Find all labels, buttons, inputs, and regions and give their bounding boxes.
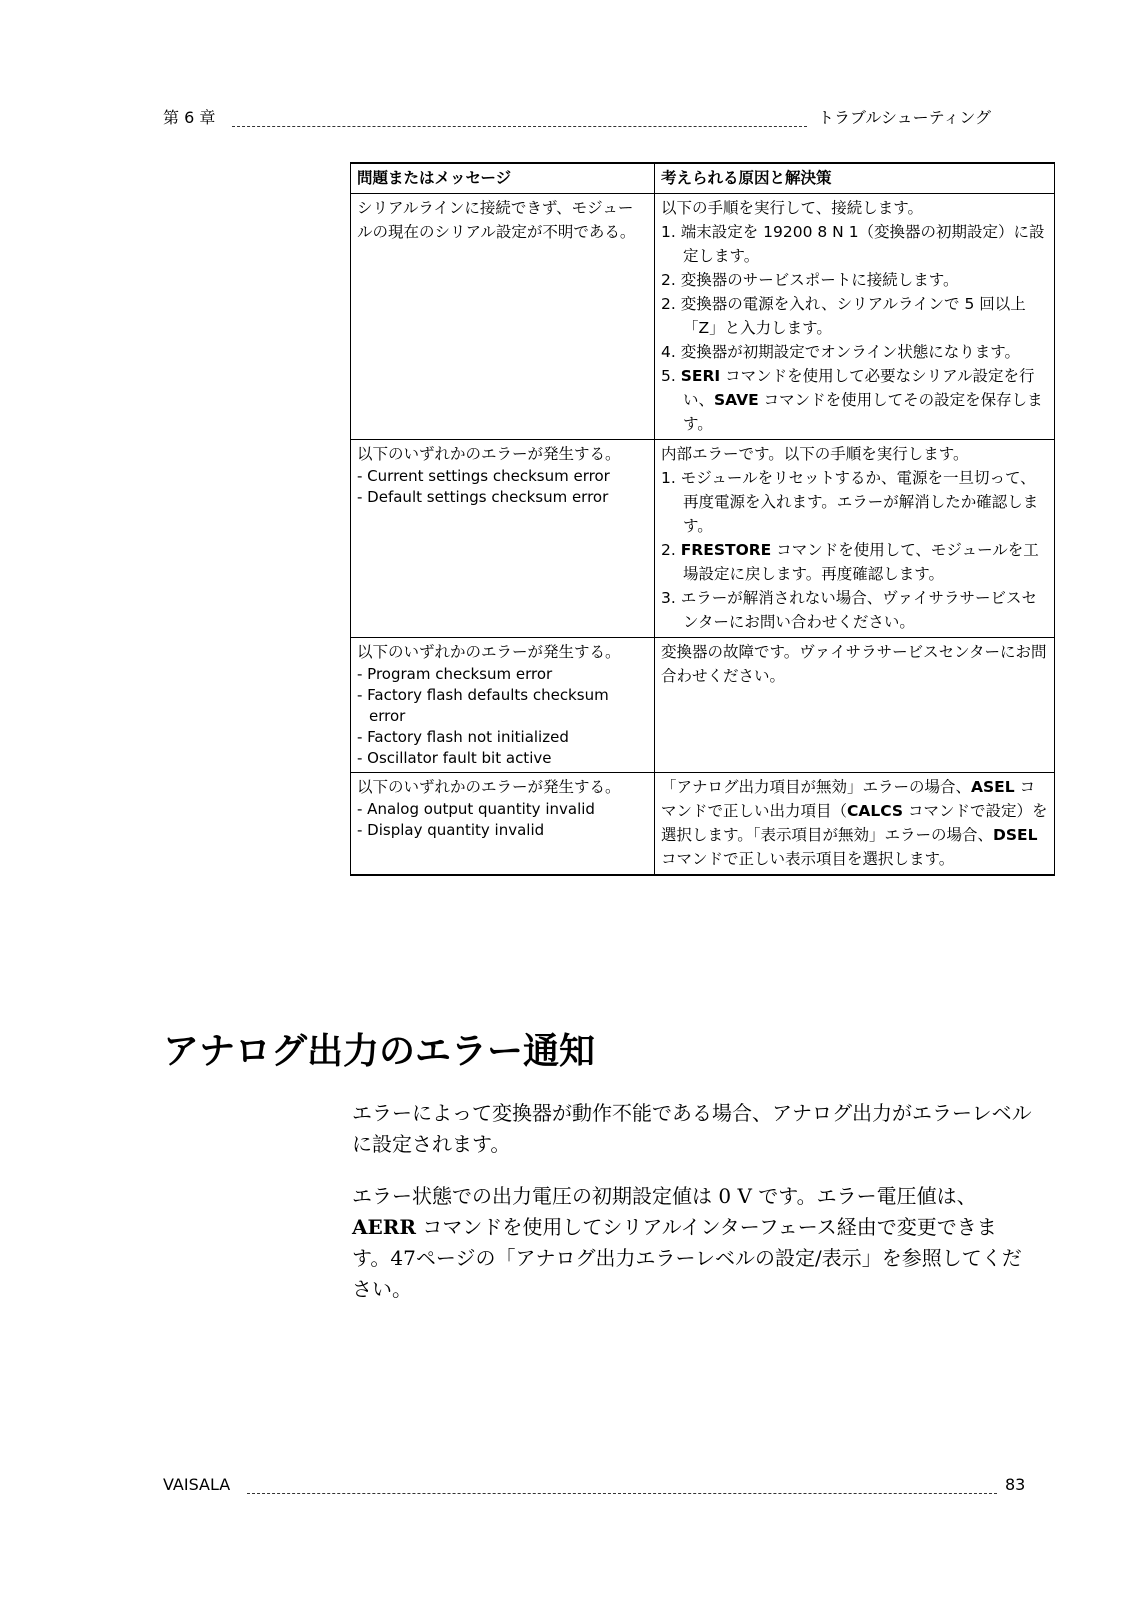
error-message: - Display quantity invalid: [357, 821, 545, 839]
command-calcs: CALCS: [847, 802, 904, 820]
error-message: - Factory flash not initialized: [357, 728, 569, 746]
error-message: - Factory flash defaults checksum error: [357, 686, 609, 725]
step-text: コマンドを使用して、モジュールを工場設定に戻します。再度確認します。: [683, 541, 1039, 583]
solution-cell: [655, 440, 1055, 638]
command-dsel: DSEL: [993, 826, 1038, 844]
command-frestore: FRESTORE: [680, 541, 772, 559]
column-header-problem: 問題またはメッセージ: [351, 163, 655, 194]
solution-intro: 内部エラーです。以下の手順を実行します。: [661, 445, 969, 463]
table-row: [351, 194, 1055, 440]
table-row: [351, 638, 1055, 773]
column-header-solution: 考えられる原因と解決策: [655, 163, 1055, 194]
problem-text: 以下のいずれかのエラーが発生する。: [357, 445, 621, 463]
solution-text: コマンドで正しい出力項目（: [661, 778, 1036, 820]
step-item: 1. 端末設定を 19200 8 N 1（変換器の初期設定）に設定します。: [661, 223, 1045, 265]
problem-cell: [351, 194, 655, 440]
footer-rule: [247, 1493, 997, 1494]
step-item: 1. モジュールをリセットするか、電源を一旦切って、再度電源を入れます。エラーが解消したか確認します。: [661, 469, 1039, 535]
problem-cell: [351, 440, 655, 638]
error-message: - Current settings checksum error: [357, 467, 610, 485]
solution-steps: [661, 466, 1048, 634]
command-save: SAVE: [714, 391, 759, 409]
problem-text: 以下のいずれかのエラーが発生する。: [357, 778, 621, 796]
step-text: コマンドを使用してその設定を保存します。: [683, 391, 1043, 433]
command-asel: ASEL: [971, 778, 1015, 796]
paragraph-analog-error: [352, 1098, 1032, 1160]
paragraph-text: エラー状態での出力電圧の初期設定値は 0 V です。エラー電圧値は、: [352, 1184, 977, 1208]
problem-text: シリアルラインに接続できず、モジュールの現在のシリアル設定が不明である。: [357, 199, 636, 241]
step-item: 4. 変換器が初期設定でオンライン状態になります。: [661, 343, 1021, 361]
solution-cell: [655, 773, 1055, 876]
table-row: [351, 773, 1055, 876]
solution-steps: [661, 220, 1048, 436]
troubleshooting-table: [350, 162, 1055, 876]
step-item: [661, 364, 1048, 436]
error-message: - Oscillator fault bit active: [357, 749, 552, 767]
command-aerr: AERR: [352, 1215, 417, 1239]
error-message: - Program checksum error: [357, 665, 553, 683]
step-item: [661, 538, 1048, 586]
step-item: 3. エラーが解消されない場合、ヴァイサラサービスセンターにお問い合わせください。: [661, 589, 1038, 631]
solution-cell: [655, 638, 1055, 773]
page-number: 83: [1005, 1475, 1026, 1494]
problem-cell: [351, 638, 655, 773]
paragraph-text: エラーによって変換器が動作不能である場合、アナログ出力がエラーレベルに設定されます。: [352, 1101, 1032, 1156]
step-number: 2.: [661, 541, 681, 559]
header-chapter: 第 6 章: [163, 108, 216, 127]
step-item: 2. 変換器のサービスポートに接続します。: [661, 271, 959, 289]
header-rule: [232, 126, 807, 127]
problem-cell: [351, 773, 655, 876]
table-row: [351, 440, 1055, 638]
solution-text: コマンドで正しい表示項目を選択します。: [661, 850, 955, 868]
error-message: - Default settings checksum error: [357, 488, 609, 506]
step-item: 2. 変換器の電源を入れ、シリアルラインで 5 回以上「Z」と入力します。: [661, 295, 1026, 337]
section-heading: アナログ出力のエラー通知: [163, 1031, 596, 1072]
command-seri: SERI: [680, 367, 721, 385]
solution-text: コマンドで設定）を選択します。「表示項目が無効」エラーの場合、: [661, 802, 1048, 844]
paragraph-error-voltage: [352, 1181, 1032, 1305]
step-text: コマンドを使用して必要なシリアル設定を行い、: [683, 367, 1035, 409]
solution-text: 変換器の故障です。ヴァイサラサービスセンターにお問合わせください。: [661, 643, 1047, 685]
problem-text: 以下のいずれかのエラーが発生する。: [357, 643, 621, 661]
step-number: 5.: [661, 367, 681, 385]
paragraph-text: コマンドを使用してシリアルインターフェース経由で変更できます。47ページの「アナログ出力エラーレベルの設定/表示」を参照してください。: [352, 1215, 1022, 1301]
error-message: - Analog output quantity invalid: [357, 800, 595, 818]
footer-brand: VAISALA: [163, 1475, 231, 1494]
solution-cell: [655, 194, 1055, 440]
header-section: トラブルシューティング: [818, 108, 992, 127]
solution-text: 「アナログ出力項目が無効」エラーの場合、: [661, 778, 972, 796]
solution-intro: 以下の手順を実行して、接続します。: [661, 199, 923, 217]
